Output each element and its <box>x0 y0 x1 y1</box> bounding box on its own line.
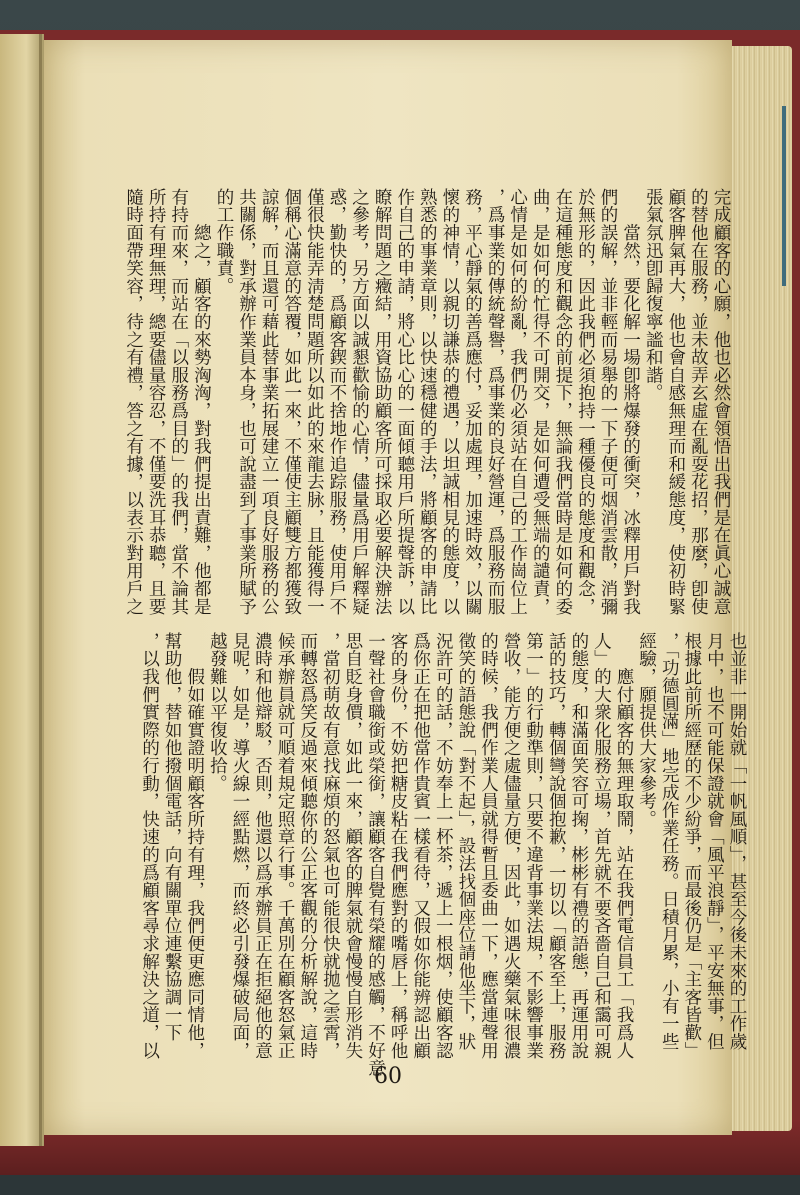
top-text-line: ，爲事業的傳統聲譽，爲事業的良好營運，爲服務而服 <box>485 188 506 616</box>
bottom-text-line: 幫助他，替如他撥個電話，向有關單位連繫協調一下 <box>162 632 183 1042</box>
bottom-text-line: 第一」的行動準則，只要不違背事業法規，不影響事業 <box>523 632 544 1060</box>
top-text-line: 惑，勤快的，爲顧客鍥而不捨地作追踪服務，使用戶不 <box>326 188 347 616</box>
bottom-text-line: 也並非一開始就「一帆風順」，甚至今後未來的工作歲 <box>727 632 747 1051</box>
blue-bookmark-strip <box>782 106 786 286</box>
left-page-spine-line <box>39 34 42 1146</box>
bottom-text-line: 客的身份，不妨把糖皮粘在我們應對的嘴唇上，稱呼他 <box>388 632 409 1060</box>
bottom-text-line: 況許可的話，不妨奉上一杯茶，遞上一根烟，使顧客認 <box>433 632 454 1060</box>
top-text-line: 之參考，另方面以誠懇歡愉的心情，儘量爲用戶解釋疑 <box>349 188 370 616</box>
bottom-text-line: 爲你正在把他當作貴賓一樣看待，又假如你能辨認出顧 <box>410 632 431 1060</box>
top-text-line: 作自己的申請，將心比心的一面傾聽用戶所提聲訴，以 <box>394 188 415 616</box>
top-text-line: 心情是如何的紛亂，我們仍必須站在自己的工作崗位上 <box>507 188 528 616</box>
bottom-text-line: 思自貶身價，如此一來，顧客的脾氣就會慢慢自形消失 <box>342 632 363 1060</box>
bottom-text-line: 應付顧客的無理取鬧，站在我們電信員工「我爲人 <box>614 632 635 1060</box>
bottom-text-line: 人」的大衆化服務立場，首先就不要吝嗇自己和靄可親 <box>591 632 612 1060</box>
bottom-text-line: 越發難以平復收拾。 <box>207 632 228 793</box>
bottom-text-line: 濃時和他辯駁，否則，他還以爲承辦員正在拒絕他的意 <box>252 632 273 1060</box>
top-text-line: 們的誤解，並非輕而易舉的一下子便可烟消雲散，消彌 <box>598 188 619 616</box>
top-text-line: 顧客脾氣再大，他也會自感無理而和緩態度，使初時緊 <box>665 188 686 616</box>
bottom-text-line: 的態度，和滿面笑容可掬，彬彬有禮的語態，再運用說 <box>568 632 589 1060</box>
bottom-text-line: 經驗，願提供大家參考。 <box>636 632 657 828</box>
book-page <box>44 40 747 1135</box>
bottom-text-line: 見呢，如是，導火線一經點燃，而終必引發爆破局面， <box>229 632 250 1060</box>
top-text-line: 的工作職責。 <box>213 188 234 295</box>
bottom-text-line: ，當初萌故有意找麻煩的怒氣也可能很快就拋之雲霄， <box>320 632 341 1060</box>
bottom-text-line: 徵笑的語態說「對不起」，設法找個座位請他坐下，狀 <box>455 632 476 1051</box>
top-text-line: 所持有理無理，總要儘量容忍，不僅要洗耳恭聽，且要 <box>146 188 167 616</box>
top-text-line: 在這種態度和觀念的前提下，無論我們當時是如何的委 <box>552 188 573 616</box>
top-text-line: 張氣氛迅卽歸復寧謐和諧。 <box>643 188 664 402</box>
top-text-line: 懷的神情，以親切謙恭的禮遇，以坦誠相見的態度，以 <box>439 188 460 616</box>
top-text-line: 完成顧客的心願，他也必然會領悟出我們是在眞心誠意 <box>711 188 731 616</box>
bottom-text-line: 候承辦員就可順着規定照章行事。千萬別在顧客怒氣正 <box>275 632 296 1060</box>
bottom-text-line: 而轉怒爲笑反過來傾聽你的公正客觀的分析解說，這時 <box>297 632 318 1060</box>
page-number: 60 <box>374 1064 402 1089</box>
top-text-line: 共關係，對承辦作業員本身，也可說盡到了事業所賦予 <box>236 188 257 616</box>
top-text-line: 總之，顧客的來勢洶洶，對我們提出責難，他都是 <box>191 188 212 616</box>
bottom-text-line: 假如確實證明顧客所持有理，我們便更應同情他， <box>184 632 205 1060</box>
top-text-line: 務，平心靜氣的善爲應付，妥加處理，加速時效，以關 <box>462 188 483 616</box>
top-text-line: 熟悉的事業章則，以快速穩健的手法，將顧客的申請比 <box>417 188 438 616</box>
top-text-block <box>112 188 732 616</box>
bottom-text-line: ，「功德圓滿」地完成作業任務。日積月累，小有一些 <box>659 632 680 1051</box>
bottom-text-line: 的時候，我們作業人員就得暫且委曲一下，應當連聲用 <box>478 632 499 1060</box>
top-text-line: 於無形的，因此我們必須抱持一種優良的態度和觀念， <box>575 188 596 616</box>
bottom-text-line: 根據此前所經歷的不少紛爭，而最後仍是「主客皆歡」 <box>681 632 702 1060</box>
top-text-line: 的替他在服務，並未故弄玄虛在亂耍花招，那麼，卽使 <box>688 188 709 616</box>
top-text-line: 曲，是如何的忙得不可開交，是如何遭受無端的譴責， <box>530 188 551 616</box>
bottom-text-line: 月中，也不可能保證就會「風平浪靜」，平安無事，但 <box>704 632 725 1051</box>
top-text-line: 隨時面帶笑容，待之有禮，答之有據，以表示對用戶之 <box>123 188 144 616</box>
top-text-line: 當然，要化解一場卽將爆發的衝突，冰釋用戶對我 <box>620 188 641 616</box>
left-page-edge <box>0 34 44 1146</box>
top-text-line: 有持而來，而站在「以服務爲目的」的我們，當不論其 <box>168 188 189 616</box>
top-text-line: 個稱心滿意的答覆，如此一來，不僅使主顧雙方都獲致 <box>281 188 302 616</box>
bottom-text-line: 話的技巧，轉個彎說個抱歉，一切以「顧客至上，服務 <box>546 632 567 1060</box>
bottom-text-line: 一聲社會職銜或榮銜，讓顧客自覺有榮耀的感觸，不好意 <box>365 632 386 1077</box>
top-text-line: 諒解，而且還可藉此替事業拓展建立一項良好服務的公 <box>259 188 280 616</box>
top-text-line: 僅很快能弄淸楚問題所以如此的來龍去脉，且能獲得一 <box>304 188 325 616</box>
bottom-text-line: 營收，能方便之處儘量方便，因此，如遇火藥氣味很濃 <box>501 632 522 1060</box>
bottom-text-line: ，以我們實際的行動，快速的爲顧客尋求解決之道，以 <box>139 632 160 1060</box>
top-text-line: 瞭解問題之癥結，用資協助顧客所可採取必要解決辦法 <box>372 188 393 616</box>
